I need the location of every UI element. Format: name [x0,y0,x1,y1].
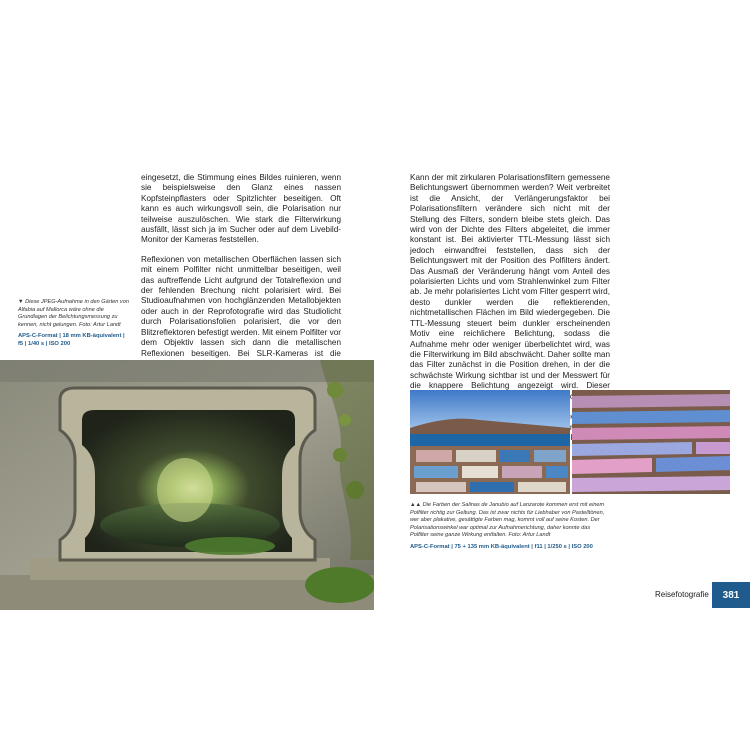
left-caption [18,299,130,348]
salinas-photo-left [410,390,570,494]
right-caption [410,502,610,551]
page-number: 381 [712,582,750,608]
section-label: Reisefotografie [655,590,709,599]
right-caption-text: ▲▲ Die Farben der Salinas de Janubio auf Lanzarote kommen erst mit einem Polfilter richtig zur Geltung. Das ist zwar nichts für Liebhaber von Pastelltönen, wer aber plakative, gesättigte Farben mag, kommt voll auf seine Kosten. Der Polarisationswinkel war optimal zur Aufnahmerichtung, daher konnte das Polfilter seine ganze Wirkung entfalten. Foto: Artur Landt [410,502,605,539]
right-caption-meta: APS-C-Format | 75 + 135 mm KB-äquivalent | f11 | 1/250 s | ISO 200 [410,543,593,550]
salinas-photo-right [572,390,730,494]
left-paragraph-2: Reflexionen von metallischen Oberflächen lassen sich mit einem Polfilter nicht unmittelbar beseitigen, weil das auftreffende Licht aufgrund der Totalreflexion und der fehlenden Brechung nicht polarisiert wird. Bei Studioaufnahmen von hochglänzenden Metallobjekten oder auch in der Reprofotografie wird das Studiolicht durch Polarisationsfolien polarisiert, die vor den Blitzreflektoren befestigt werden. Mit einem Polfilter vor dem Objektiv lassen sich dann die metallischen Reflexionen beseitigen. Bei SLR-Kameras ist die [141,254,341,358]
left-paragraph-1: eingesetzt, die Stimmung eines Bildes ruinieren, wenn sie beispielsweise den Glanz eines nassen Kopfsteinpflasters oder Spitzlichter beseitigen. Oft kann es auch wirkungsvoll sein, die Polarisation nur teilweise auszulöschen. Wie stark die Filterwirkung ausfällt, lässt sich ja im Sucher oder auf dem Livebild-Monitor der Kameras feststellen. [141,173,341,245]
left-caption-meta: APS-C-Format | 18 mm KB-äquivalent | f5 | 1/40 s | ISO 200 [18,333,125,348]
garden-window-photo [0,360,374,610]
left-caption-text: ▼ Diese JPEG-Aufnahme in den Gärten von Alfabia auf Mallorca wäre ohne die Grundlagen der Belichtungsmessung zu kennen, nicht gelungen. Foto: Artur Landt [18,299,129,328]
right-paragraph-1: Kann der mit zirkularen Polarisationsfiltern gemessene Belichtungswert übernommen werden? Weit verbreitet ist die Ansicht, der Verlängerungsfaktor bei Polarisationsfiltern verändere sich nicht mit der Stellung des Filters, sondern bleibe stets gleich. Das wird von der Dichte des Filters abgeleitet, die immer konstant ist. Bei aktivierter TTL-Messung lässt sich jedoch einwandfrei feststellen, dass sich der Belichtungswert mit der Position des Polfilters ändert. Das Ausmaß der Veränderung hängt vom Anteil des polarisierten Lichts und vom Strahlenwinkel zum Filter ab. Je mehr polarisiertes Licht vom Filter gesperrt wird, desto dunkler werden die reflektierenden, nichtmetallischen Flächen im Bild wiedergegeben. Die TTL-Messung steuert beim dunkler erscheinenden Motiv eine reichlichere Belichtung, sodass die Aufnahme mehr oder weniger überbelichtet wird, was die Filterwirkung im Bild abschwächt. Daher sollte man das Filter zunächst in die Position drehen, in der die schwächste Wirkung sichtbar ist und der Messwert für die knappere Belichtung angezeigt wird. Dieser [410,173,610,391]
